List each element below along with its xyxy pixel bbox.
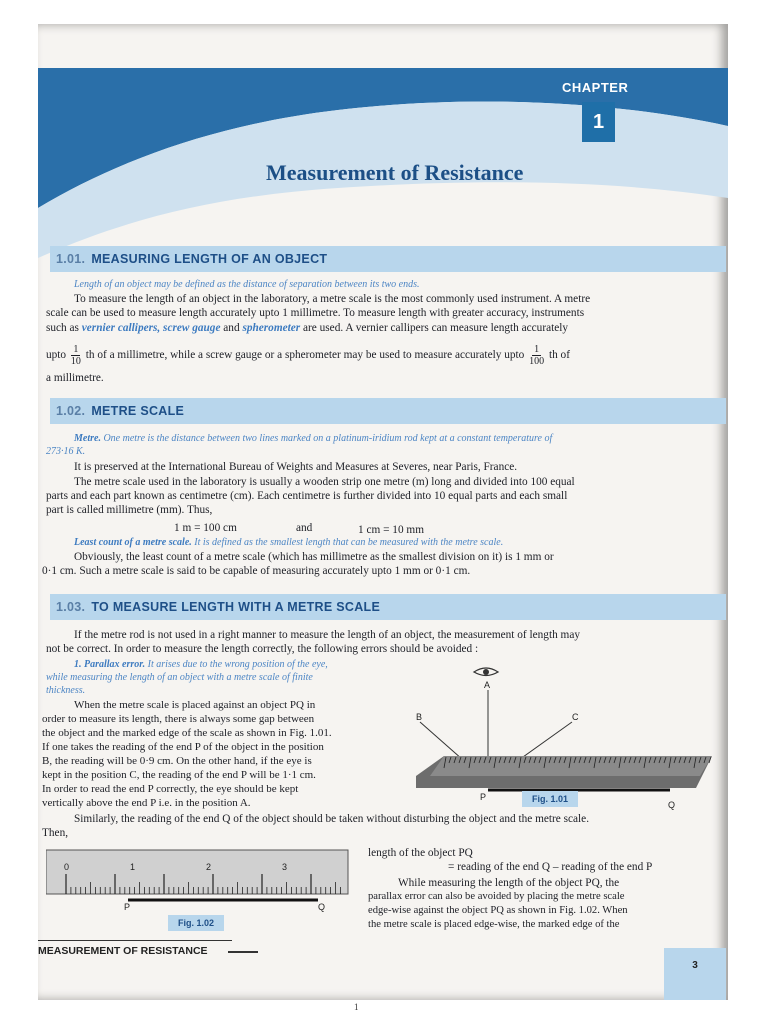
paragraph-line: If one takes the reading of the end P of the object in the position — [42, 741, 324, 753]
text-span: th of a millimetre, while a screw gauge or a spherometer may be used to measure accurately upto — [85, 349, 525, 362]
paragraph-line: It is preserved at the International Bureau of Weights and Measures at Severes, near Paris, France. — [74, 461, 518, 473]
paragraph-line: scale can be used to measure length accurately upto 1 millimetre. To measure length with greater accuracy, instruments — [46, 307, 585, 319]
running-footer: MEASUREMENT OF RESISTANCE — [38, 945, 208, 957]
paragraph-line: = reading of the end Q – reading of the end P — [448, 861, 653, 873]
page-number: 3 — [664, 948, 726, 1000]
text-span: th of — [548, 349, 570, 362]
section-title: METRE SCALE — [91, 404, 185, 418]
paragraph-line: vertically above the end P i.e. in the position A. — [42, 797, 251, 809]
label-b: B — [416, 712, 423, 722]
paragraph-line: While measuring the length of the object PQ, the — [398, 877, 620, 889]
tick-label-0: 0 — [64, 862, 70, 872]
fraction-numerator: 1 — [534, 344, 540, 355]
fraction-numerator: 1 — [73, 344, 79, 355]
paragraph-line: part is called millimetre (mm). Thus, — [46, 504, 213, 516]
definition-text: while measuring the length of an object with a metre scale of finite — [46, 672, 313, 683]
fig-1-02-label: Fig. 1.02 — [168, 915, 224, 931]
equation-cm-mm: 1 cm = 10 mm — [358, 524, 424, 536]
term-metre: Metre. — [74, 433, 101, 444]
tick-label-3: 3 — [282, 862, 288, 872]
footer-line — [228, 951, 258, 953]
definition-text: One metre is the distance between two lines marked on a platinum-iridium rod kept at a constant temperature of — [103, 433, 553, 444]
chapter-number: 1 — [582, 102, 615, 142]
term-least-count: Least count of a metre scale. — [74, 537, 192, 548]
bottom-mark: 1 — [354, 1002, 359, 1012]
fraction-one-tenth — [71, 344, 81, 367]
paragraph-line: When the metre scale is placed against an object PQ in — [74, 699, 316, 711]
fraction-one-hundredth — [529, 344, 544, 367]
definition-text: 273·16 K. — [46, 446, 86, 457]
section-heading-1-01 — [50, 246, 726, 272]
paragraph-line: order to measure its length, there is always some gap between — [42, 713, 315, 725]
definition-metre — [74, 432, 552, 447]
paragraph-line: If the metre rod is not used in a right manner to measure the length of an object, the measurement of length may — [74, 629, 581, 641]
keyword-instruments: vernier callipers, screw gauge — [81, 322, 221, 334]
paragraph-line: parts and each part known as centimetre (cm). Each centimetre is further divided into 10 equal parts and each small — [46, 490, 568, 502]
section-title: MEASURING LENGTH OF AN OBJECT — [91, 252, 328, 266]
paragraph-line: Similarly, the reading of the end Q of the object should be taken without disturbing the object and the metre scale. — [74, 813, 590, 825]
section-number: 1.03. — [56, 600, 86, 614]
paragraph-line — [46, 321, 568, 336]
label-q: Q — [668, 800, 676, 810]
section-title: TO MEASURE LENGTH WITH A METRE SCALE — [91, 600, 381, 614]
term-parallax: 1. Parallax error. — [74, 659, 146, 670]
fraction-denominator: 100 — [529, 356, 545, 367]
eye-icon — [474, 668, 498, 676]
paragraph-line: The metre scale used in the laboratory is usually a wooden strip one metre (m) long and divided into 100 equal — [74, 476, 575, 488]
text-span: upto — [46, 349, 67, 362]
tick-label-2: 2 — [206, 862, 212, 872]
paragraph-line: the object and the marked edge of the scale as shown in Fig. 1.01. — [42, 727, 332, 739]
paragraph-line: In order to read the end P correctly, the eye should be kept — [42, 783, 299, 795]
book-page — [38, 24, 728, 1000]
section-number: 1.02. — [56, 404, 86, 418]
section-number: 1.01. — [56, 252, 86, 266]
footer-rule — [38, 940, 232, 941]
metre-scale — [416, 756, 712, 788]
fig-1-01-label: Fig. 1.01 — [522, 791, 578, 807]
paragraph-line: length of the object PQ — [368, 847, 473, 859]
definition-text: thickness. — [46, 685, 86, 696]
paragraph-line: 0·1 cm. Such a metre scale is said to be capable of measuring accurately upto 1 mm or 0·1 cm. — [42, 565, 471, 577]
definition-length: Length of an object may be defined as the distance of separation between its two ends. — [74, 279, 420, 290]
definition-text: It arises due to the wrong position of the eye, — [147, 659, 328, 670]
label-a: A — [484, 680, 491, 690]
equation-and: and — [296, 522, 313, 534]
text-span: are used. A vernier callipers can measure length accurately — [303, 322, 569, 334]
paragraph-line: a millimetre. — [46, 372, 104, 384]
paragraph-line: kept in the position C, the reading of the end P will be 1·1 cm. — [42, 769, 316, 781]
label-p: P — [124, 902, 131, 912]
paragraph-line: parallax error can also be avoided by placing the metre scale — [368, 891, 625, 902]
paragraph-line: Then, — [42, 827, 69, 839]
figure-1-02 — [46, 844, 352, 914]
text-span: such as — [46, 322, 79, 334]
paragraph-line — [46, 344, 570, 367]
paragraph-line: not be correct. In order to measure the length correctly, the following errors should be avoided : — [46, 643, 479, 655]
label-p: P — [480, 792, 487, 802]
keyword-spherometer: spherometer — [242, 322, 301, 334]
paragraph-line: B, the reading will be 0·9 cm. On the other hand, if the eye is — [42, 755, 312, 767]
paragraph-line: To measure the length of an object in the laboratory, a metre scale is the most commonly used instrument. A metre — [74, 293, 591, 305]
definition-text: It is defined as the smallest length that can be measured with the metre scale. — [194, 537, 504, 548]
label-c: C — [572, 712, 579, 722]
text-span: and — [223, 322, 240, 334]
paragraph-line: the metre scale is placed edge-wise, the marked edge of the — [368, 919, 620, 930]
definition-least-count — [74, 536, 503, 551]
section-heading-1-02 — [50, 398, 726, 424]
fraction-denominator: 10 — [70, 356, 81, 367]
chapter-label: CHAPTER — [562, 80, 629, 95]
equation-metre-cm: 1 m = 100 cm — [174, 522, 237, 534]
section-heading-1-03 — [50, 594, 726, 620]
paragraph-line: edge-wise against the object PQ as shown in Fig. 1.02. When — [368, 905, 628, 916]
label-q: Q — [318, 902, 326, 912]
chapter-title: Measurement of Resistance — [266, 160, 524, 185]
paragraph-line: Obviously, the least count of a metre scale (which has millimetre as the smallest division on it) is 1 mm or — [74, 551, 554, 563]
tick-label-1: 1 — [130, 862, 136, 872]
